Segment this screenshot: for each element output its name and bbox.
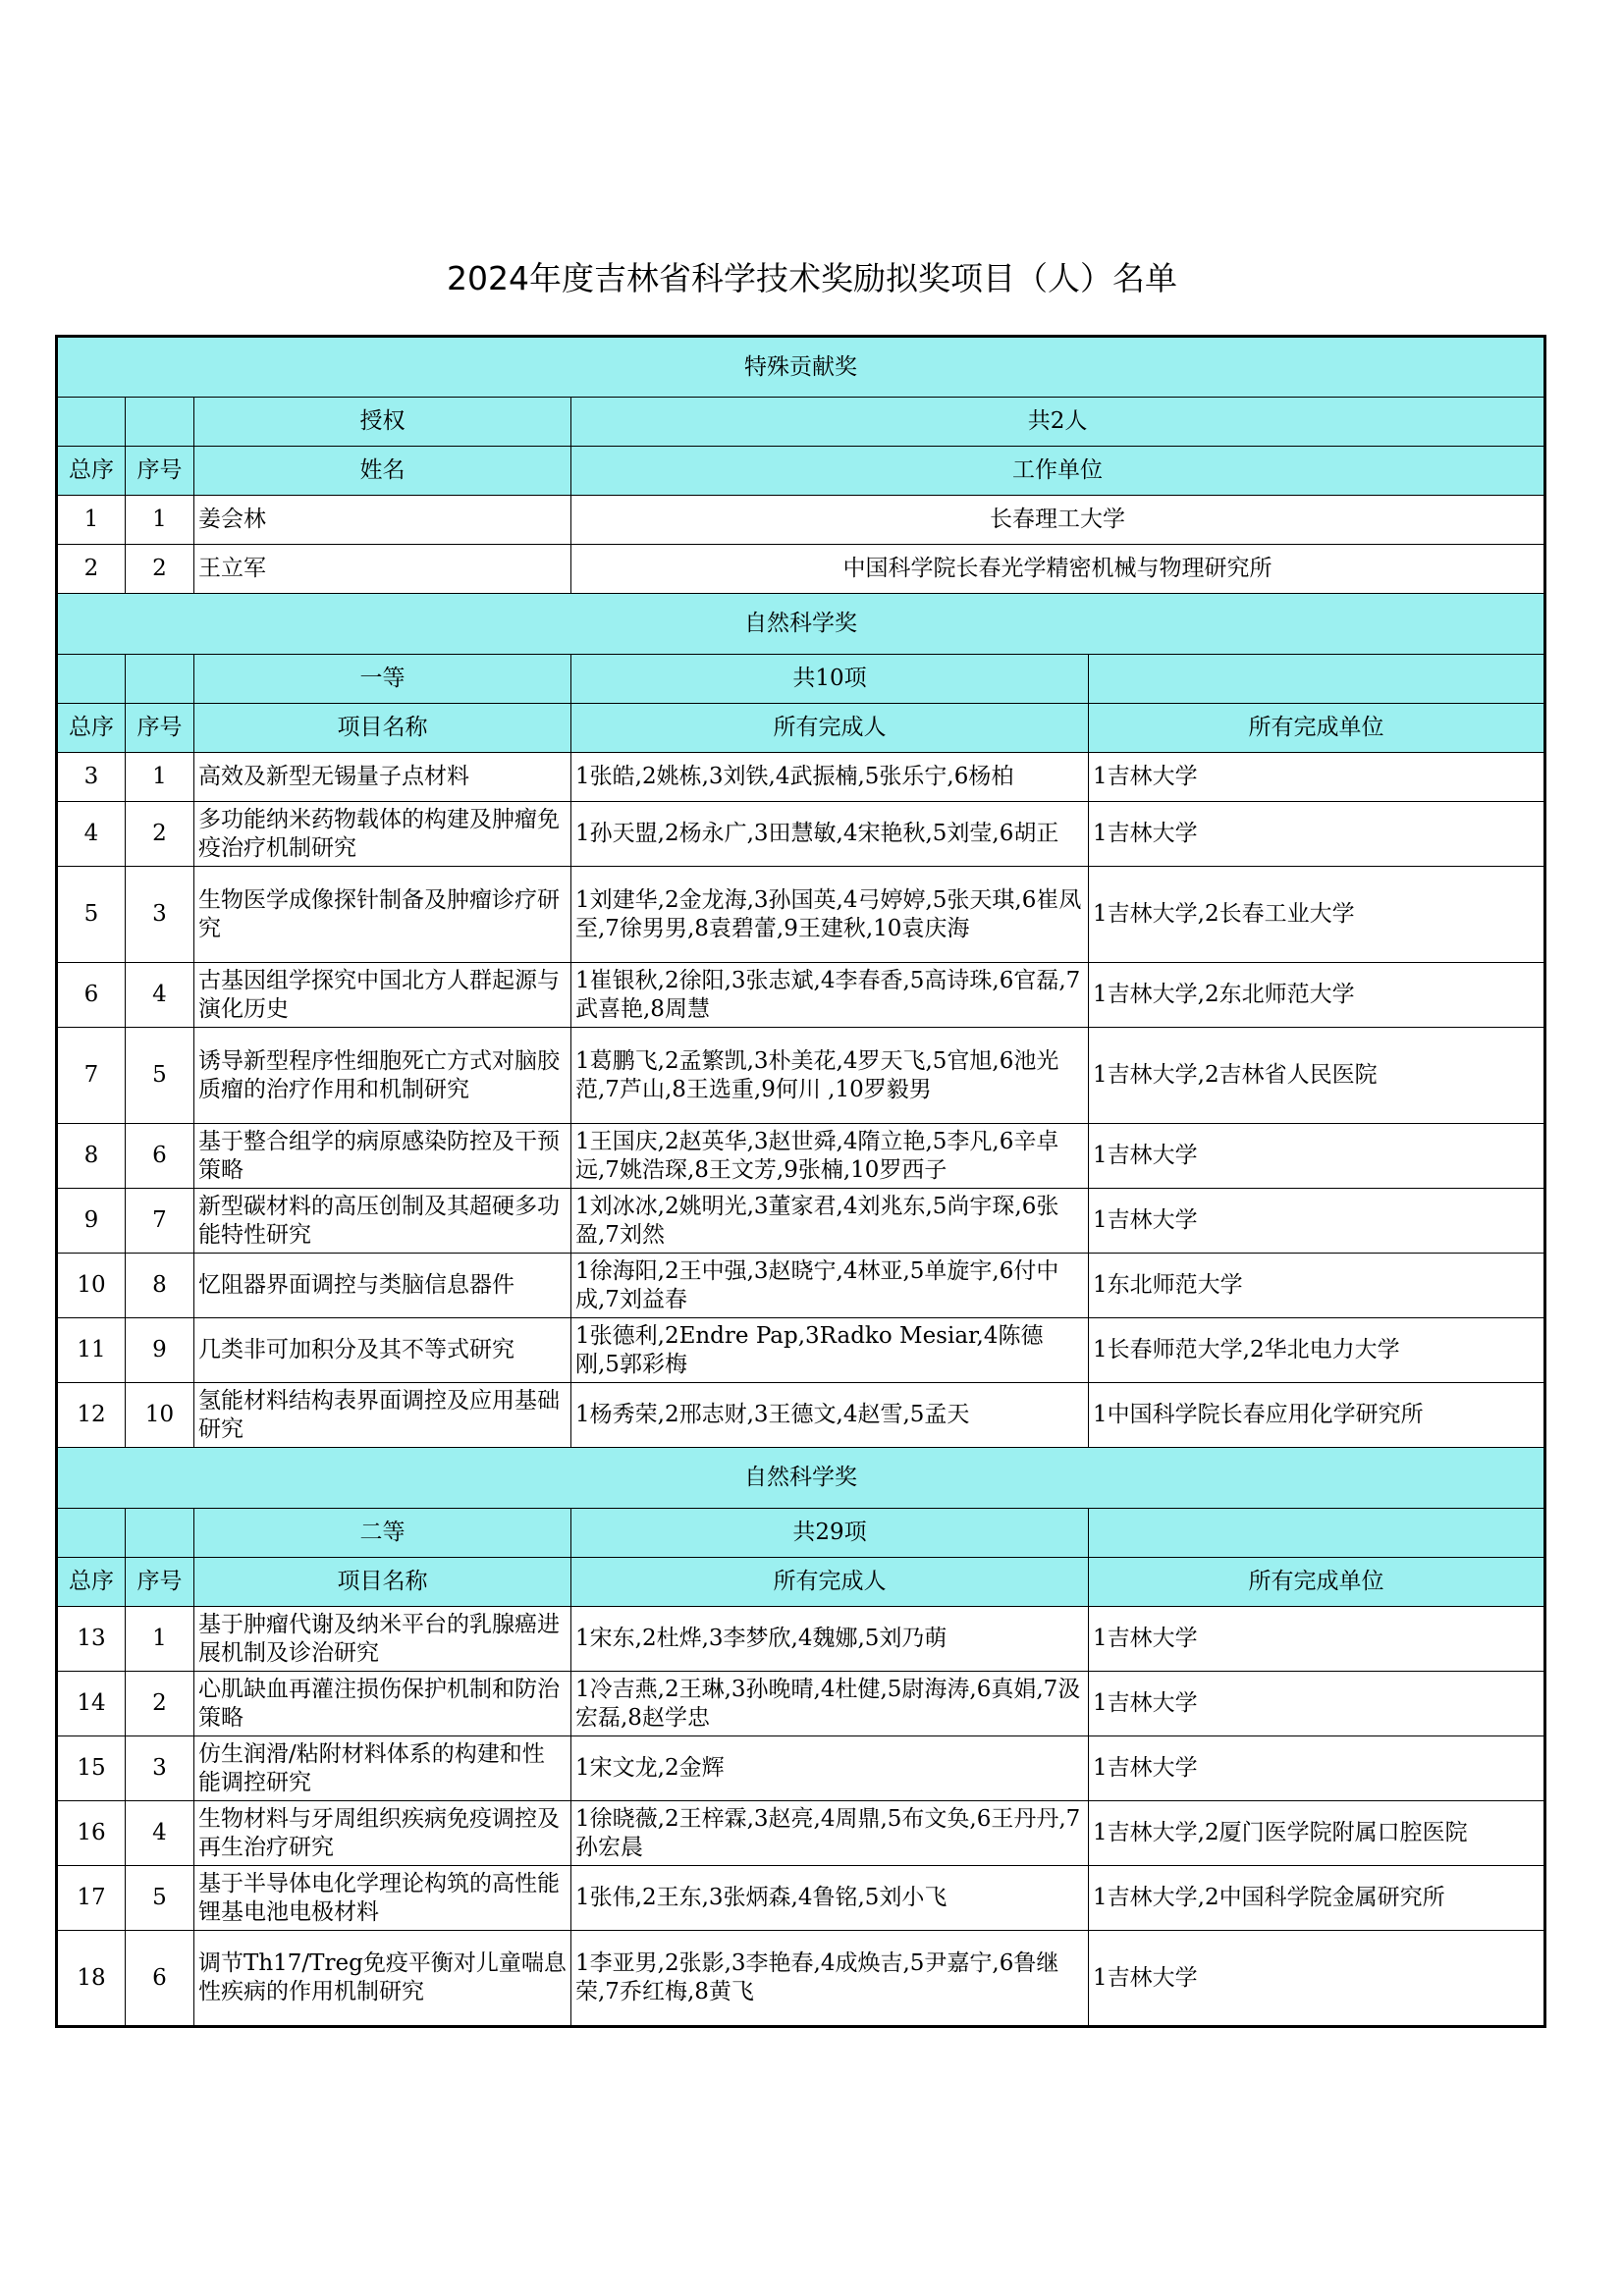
cell-total: 5 [57, 867, 126, 963]
cell-total: 15 [57, 1736, 126, 1801]
cell-project: 生物医学成像探针制备及肿瘤诊疗研究 [194, 867, 571, 963]
blank-cell [126, 398, 194, 447]
table-row [57, 1801, 1545, 1866]
cell-project: 基于半导体电化学理论构筑的高性能锂基电池电极材料 [194, 1866, 571, 1931]
grade-count: 共10项 [571, 655, 1089, 704]
header-project: 项目名称 [194, 1558, 571, 1607]
cell-units: 1吉林大学 [1089, 1736, 1545, 1801]
cell-units: 1长春师范大学,2华北电力大学 [1089, 1318, 1545, 1383]
cell-project: 诱导新型程序性细胞死亡方式对脑胶质瘤的治疗作用和机制研究 [194, 1028, 571, 1124]
award-table [55, 335, 1546, 2028]
table-row [57, 1189, 1545, 1254]
cell-units: 1中国科学院长春应用化学研究所 [1089, 1383, 1545, 1448]
natural-second-section [57, 1448, 1545, 2027]
cell-seq: 8 [126, 1254, 194, 1318]
blank-cell [1089, 655, 1545, 704]
header-project: 项目名称 [194, 704, 571, 753]
header-total: 总序 [57, 447, 126, 496]
cell-total: 10 [57, 1254, 126, 1318]
cell-total: 3 [57, 753, 126, 802]
table-row [57, 1254, 1545, 1318]
cell-project: 仿生润滑/粘附材料体系的构建和性能调控研究 [194, 1736, 571, 1801]
cell-unit: 长春理工大学 [571, 496, 1545, 545]
blank-cell [126, 655, 194, 704]
cell-people: 1张伟,2王东,3张炳森,4鲁铭,5刘小飞 [571, 1866, 1089, 1931]
table-row [57, 1383, 1545, 1448]
natural-first-section-title: 自然科学奖 [57, 594, 1545, 655]
cell-total: 11 [57, 1318, 126, 1383]
cell-seq: 3 [126, 1736, 194, 1801]
blank-cell [1089, 1509, 1545, 1558]
cell-project: 生物材料与牙周组织疾病免疫调控及再生治疗研究 [194, 1801, 571, 1866]
cell-seq: 2 [126, 545, 194, 594]
cell-people: 1张皓,2姚栋,3刘铁,4武振楠,5张乐宁,6杨柏 [571, 753, 1089, 802]
cell-name: 王立军 [194, 545, 571, 594]
table-row [57, 1866, 1545, 1931]
cell-project: 调节Th17/Treg免疫平衡对儿童喘息性疾病的作用机制研究 [194, 1931, 571, 2027]
cell-seq: 1 [126, 1607, 194, 1672]
header-unit: 工作单位 [571, 447, 1545, 496]
blank-cell [126, 1509, 194, 1558]
cell-units: 1吉林大学 [1089, 1931, 1545, 2027]
cell-people: 1张德利,2Endre Pap,3Radko Mesiar,4陈德刚,5郭彩梅 [571, 1318, 1089, 1383]
table-row [57, 963, 1545, 1028]
cell-people: 1宋文龙,2金辉 [571, 1736, 1089, 1801]
cell-name: 姜会林 [194, 496, 571, 545]
cell-project: 几类非可加积分及其不等式研究 [194, 1318, 571, 1383]
table-row [57, 1736, 1545, 1801]
special-section-title: 特殊贡献奖 [57, 337, 1545, 398]
cell-seq: 1 [126, 753, 194, 802]
cell-people: 1崔银秋,2徐阳,3张志斌,4李春香,5高诗珠,6官磊,7武喜艳,8周慧 [571, 963, 1089, 1028]
cell-units: 1吉林大学 [1089, 753, 1545, 802]
cell-seq: 3 [126, 867, 194, 963]
table-row [57, 802, 1545, 867]
table-row [57, 1672, 1545, 1736]
cell-units: 1吉林大学,2厦门医学院附属口腔医院 [1089, 1801, 1545, 1866]
header-units: 所有完成单位 [1089, 1558, 1545, 1607]
cell-units: 1吉林大学,2东北师范大学 [1089, 963, 1545, 1028]
cell-project: 基于肿瘤代谢及纳米平台的乳腺癌进展机制及诊治研究 [194, 1607, 571, 1672]
header-total: 总序 [57, 1558, 126, 1607]
cell-people: 1李亚男,2张影,3李艳春,4成焕吉,5尹嘉宁,6鲁继荣,7乔红梅,8黄飞 [571, 1931, 1089, 2027]
cell-project: 忆阻器界面调控与类脑信息器件 [194, 1254, 571, 1318]
cell-seq: 5 [126, 1866, 194, 1931]
cell-units: 1吉林大学 [1089, 1672, 1545, 1736]
cell-project: 心肌缺血再灌注损伤保护机制和防治策略 [194, 1672, 571, 1736]
header-units: 所有完成单位 [1089, 704, 1545, 753]
table-row [57, 545, 1545, 594]
cell-units: 1吉林大学 [1089, 802, 1545, 867]
cell-total: 1 [57, 496, 126, 545]
table-row [57, 1318, 1545, 1383]
cell-people: 1杨秀荣,2邢志财,3王德文,4赵雪,5孟天 [571, 1383, 1089, 1448]
cell-seq: 5 [126, 1028, 194, 1124]
cell-people: 1徐晓薇,2王梓霖,3赵亮,4周鼎,5布文奂,6王丹丹,7孙宏晨 [571, 1801, 1089, 1866]
cell-seq: 2 [126, 802, 194, 867]
cell-total: 8 [57, 1124, 126, 1189]
cell-units: 1吉林大学 [1089, 1607, 1545, 1672]
cell-units: 1吉林大学 [1089, 1189, 1545, 1254]
cell-project: 基于整合组学的病原感染防控及干预策略 [194, 1124, 571, 1189]
cell-total: 2 [57, 545, 126, 594]
table-row [57, 1931, 1545, 2027]
cell-units: 1吉林大学 [1089, 1124, 1545, 1189]
cell-people: 1冷吉燕,2王琳,3孙晚晴,4杜健,5尉海涛,6真娟,7汲宏磊,8赵学忠 [571, 1672, 1089, 1736]
cell-total: 7 [57, 1028, 126, 1124]
header-people: 所有完成人 [571, 704, 1089, 753]
cell-units: 1吉林大学,2长春工业大学 [1089, 867, 1545, 963]
cell-unit: 中国科学院长春光学精密机械与物理研究所 [571, 545, 1545, 594]
grade-label: 二等 [194, 1509, 571, 1558]
cell-total: 6 [57, 963, 126, 1028]
cell-people: 1孙天盟,2杨永广,3田慧敏,4宋艳秋,5刘莹,6胡正 [571, 802, 1089, 867]
grade-count: 共29项 [571, 1509, 1089, 1558]
table-row [57, 1607, 1545, 1672]
cell-people: 1葛鹏飞,2孟繁凯,3朴美花,4罗天飞,5官旭,6池光范,7芦山,8王选重,9何川 ,10罗毅男 [571, 1028, 1089, 1124]
cell-total: 9 [57, 1189, 126, 1254]
cell-people: 1宋东,2杜烨,3李梦欣,4魏娜,5刘乃萌 [571, 1607, 1089, 1672]
cell-seq: 4 [126, 963, 194, 1028]
header-seq: 序号 [126, 704, 194, 753]
header-name: 姓名 [194, 447, 571, 496]
cell-total: 17 [57, 1866, 126, 1931]
cell-people: 1刘建华,2金龙海,3孙国英,4弓婷婷,5张天琪,6崔凤至,7徐男男,8袁碧蕾,9王建秋,10袁庆海 [571, 867, 1089, 963]
cell-seq: 1 [126, 496, 194, 545]
special-section [57, 337, 1545, 594]
blank-cell [57, 398, 126, 447]
special-grant-label: 授权 [194, 398, 571, 447]
cell-units: 1吉林大学,2吉林省人民医院 [1089, 1028, 1545, 1124]
cell-people: 1徐海阳,2王中强,3赵晓宁,4林亚,5单旋宇,6付中成,7刘益春 [571, 1254, 1089, 1318]
cell-total: 4 [57, 802, 126, 867]
cell-seq: 6 [126, 1931, 194, 2027]
grade-label: 一等 [194, 655, 571, 704]
cell-project: 高效及新型无锡量子点材料 [194, 753, 571, 802]
cell-seq: 6 [126, 1124, 194, 1189]
table-row [57, 496, 1545, 545]
blank-cell [57, 655, 126, 704]
cell-seq: 10 [126, 1383, 194, 1448]
cell-project: 多功能纳米药物载体的构建及肿瘤免疫治疗机制研究 [194, 802, 571, 867]
cell-total: 18 [57, 1931, 126, 2027]
table-row [57, 1124, 1545, 1189]
cell-total: 16 [57, 1801, 126, 1866]
cell-total: 13 [57, 1607, 126, 1672]
table-row [57, 753, 1545, 802]
cell-project: 氢能材料结构表界面调控及应用基础研究 [194, 1383, 571, 1448]
page-title: 2024年度吉林省科学技术奖励拟奖项目（人）名单 [447, 259, 1177, 297]
natural-second-section-title: 自然科学奖 [57, 1448, 1545, 1509]
cell-seq: 2 [126, 1672, 194, 1736]
cell-total: 12 [57, 1383, 126, 1448]
cell-project: 古基因组学探究中国北方人群起源与演化历史 [194, 963, 571, 1028]
header-seq: 序号 [126, 447, 194, 496]
cell-seq: 7 [126, 1189, 194, 1254]
cell-total: 14 [57, 1672, 126, 1736]
cell-project: 新型碳材料的高压创制及其超硬多功能特性研究 [194, 1189, 571, 1254]
cell-people: 1刘冰冰,2姚明光,3董家君,4刘兆东,5尚宇琛,6张盈,7刘然 [571, 1189, 1089, 1254]
table-row [57, 1028, 1545, 1124]
cell-units: 1吉林大学,2中国科学院金属研究所 [1089, 1866, 1545, 1931]
cell-seq: 4 [126, 1801, 194, 1866]
cell-units: 1东北师范大学 [1089, 1254, 1545, 1318]
header-total: 总序 [57, 704, 126, 753]
cell-seq: 9 [126, 1318, 194, 1383]
cell-people: 1王国庆,2赵英华,3赵世舜,4隋立艳,5李凡,6辛卓远,7姚浩琛,8王文芳,9张楠,10罗西子 [571, 1124, 1089, 1189]
special-count: 共2人 [571, 398, 1545, 447]
table-row [57, 867, 1545, 963]
natural-first-section [57, 594, 1545, 1448]
header-seq: 序号 [126, 1558, 194, 1607]
blank-cell [57, 1509, 126, 1558]
header-people: 所有完成人 [571, 1558, 1089, 1607]
